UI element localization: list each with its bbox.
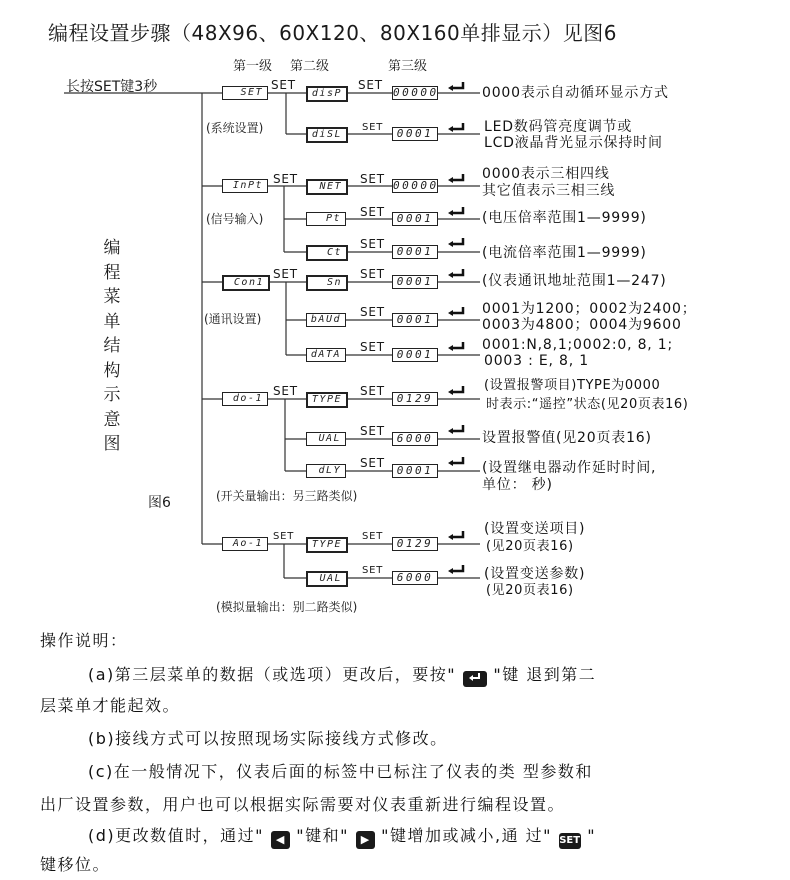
instruction-d-line2: 键移位。 [40, 855, 111, 874]
group-note-comm: (通讯设置) [204, 312, 262, 326]
level2-box-type: TYPE [306, 392, 348, 408]
set-label: SET [358, 78, 383, 92]
set-key-icon: SET [559, 833, 581, 849]
item-description: 0001:N,8,1;0002:0, 8, 1; [482, 337, 674, 353]
item-description: (见20页表16) [486, 583, 574, 598]
enter-key-icon [448, 342, 466, 352]
value-box: 6000 [392, 571, 438, 585]
item-description: (电流倍率范围1—9999) [482, 245, 647, 261]
level1-box-do1: do-1 [222, 392, 268, 406]
level2-box-sn: Sn [306, 275, 348, 291]
set-label: SET [362, 122, 384, 133]
group-note-analog-output: (模拟量输出：别二路类似) [216, 600, 358, 614]
level2-box-dly: dLY [306, 464, 346, 478]
enter-key-icon [448, 565, 466, 575]
set-label: SET [360, 205, 385, 219]
right-arrow-key-icon: ▶ [356, 831, 375, 849]
enter-key-icon [448, 307, 466, 317]
item-description: 0003为4800；0004为9600 [482, 317, 682, 333]
level2-box-disl: diSL [306, 127, 348, 143]
level1-box-set: SET [222, 86, 268, 100]
instruction-a-line2: 层菜单才能起效。 [40, 696, 181, 715]
item-description: (仪表通讯地址范围1—247) [482, 273, 667, 289]
level2-box-net: NET [306, 179, 348, 195]
enter-key-icon [448, 425, 466, 435]
item-description: 0003 : E, 8, 1 [484, 353, 589, 369]
set-label: SET [360, 237, 385, 251]
value-box: 0001 [392, 348, 438, 362]
enter-key-icon [448, 207, 466, 217]
instruction-d-text: "键和" [296, 826, 349, 845]
level-1-header: 第一级 [233, 59, 273, 74]
instruction-d [88, 823, 596, 849]
set-label: SET [273, 267, 298, 281]
enter-key-icon [463, 671, 487, 687]
instruction-d-text: (d)更改数值时，通过" [88, 826, 265, 845]
value-box: 00000 [393, 86, 439, 99]
value-box: 0001 [392, 212, 438, 226]
enter-key-icon [448, 457, 466, 467]
root-instruction: 长按SET键3秒 [66, 79, 158, 95]
set-label: SET [273, 172, 298, 186]
value-box: 0001 [392, 245, 438, 259]
item-description: 单位： 秒) [482, 477, 553, 493]
enter-key-icon [448, 82, 466, 92]
vertical-diagram-title: 编程菜单结构示意图 [103, 238, 121, 454]
set-label: SET [271, 78, 296, 92]
set-label: SET [273, 384, 298, 398]
set-label: SET [360, 305, 385, 319]
left-arrow-key-icon: ◀ [271, 831, 290, 849]
level-3-header: 第三级 [388, 59, 428, 74]
enter-key-icon [448, 123, 466, 133]
group-note-input: (信号输入) [206, 212, 264, 226]
instruction-a-text: "键 退到第二 [493, 665, 597, 684]
item-description: 0000表示自动循环显示方式 [482, 85, 669, 101]
value-box: 0001 [392, 313, 438, 327]
instruction-c-line2: 出厂设置参数，用户也可以根据实际需要对仪表重新进行编程设置。 [40, 795, 566, 814]
item-description: LED数码管亮度调节或 [484, 119, 633, 135]
set-label: SET [360, 172, 385, 186]
item-description: (电压倍率范围1—9999) [482, 210, 647, 226]
set-label: SET [362, 531, 384, 542]
enter-key-icon [448, 174, 466, 184]
enter-key-icon [448, 386, 466, 396]
item-description: 时表示:“遥控”状态(见20页表16) [486, 397, 689, 412]
figure-label: 图6 [148, 495, 171, 511]
instruction-d-text: "键增加或减小,通 过" [381, 826, 553, 845]
enter-key-icon [448, 531, 466, 541]
instruction-a [88, 662, 596, 687]
value-box: 0129 [392, 392, 438, 406]
set-label: SET [360, 424, 385, 438]
item-description: 0001为1200；0002为2400； [482, 301, 697, 317]
item-description: (设置报警项目)TYPE为0000 [484, 378, 661, 393]
item-description: 设置报警值(见20页表16) [482, 430, 652, 446]
page-title: 编程设置步骤（48X96、60X120、80X160单排显示）见图6 [48, 21, 617, 45]
instructions-heading: 操作说明： [40, 631, 128, 650]
item-description: 其它值表示三相三线 [482, 183, 616, 199]
level2-box-ual: UAL [306, 571, 348, 587]
set-label: SET [273, 531, 295, 542]
level2-box-data: dATA [306, 348, 346, 362]
group-note-system: (系统设置) [206, 121, 264, 135]
value-box: 6000 [392, 432, 438, 446]
item-description: (设置变送参数) [484, 566, 586, 582]
set-label: SET [360, 340, 385, 354]
level2-box-pt: Pt [306, 212, 346, 226]
level2-box-disp: disP [306, 86, 348, 102]
level1-box-ao1: Ao-1 [222, 537, 268, 551]
set-label: SET [362, 565, 384, 576]
instruction-c-line1: (c)在一般情况下，仪表后面的标签中已标注了仪表的类 型参数和 [88, 762, 593, 781]
item-description: (设置变送项目) [484, 521, 586, 537]
enter-key-icon [448, 238, 466, 248]
set-label: SET [360, 456, 385, 470]
level2-box-baud: bAUd [306, 313, 346, 327]
level2-box-type: TYPE [306, 537, 348, 553]
item-description: LCD液晶背光显示保持时间 [484, 135, 663, 151]
value-box: 00000 [393, 179, 439, 192]
item-description: 0000表示三相四线 [482, 166, 610, 182]
level1-box-con1: Con1 [222, 275, 270, 291]
value-box: 0129 [392, 537, 438, 551]
value-box: 0001 [392, 464, 438, 478]
instruction-a-text: (a)第三层菜单的数据（或选项）更改后，要按" [88, 665, 457, 684]
enter-key-icon [448, 269, 466, 279]
item-description: (设置继电器动作延时时间, [482, 460, 657, 476]
value-box: 0001 [392, 127, 438, 141]
value-box: 0001 [392, 275, 438, 289]
set-label: SET [360, 384, 385, 398]
item-description: (见20页表16) [486, 539, 574, 554]
set-label: SET [360, 267, 385, 281]
level1-box-inpt: InPt [222, 179, 268, 193]
level2-box-ct: Ct [306, 245, 348, 261]
instruction-b: (b)接线方式可以按照现场实际接线方式修改。 [88, 729, 448, 748]
level2-box-ual: UAL [306, 432, 346, 446]
instruction-d-text: " [587, 826, 597, 845]
level-2-header: 第二级 [290, 59, 330, 74]
group-note-switch-output: (开关量输出：另三路类似) [216, 489, 358, 503]
